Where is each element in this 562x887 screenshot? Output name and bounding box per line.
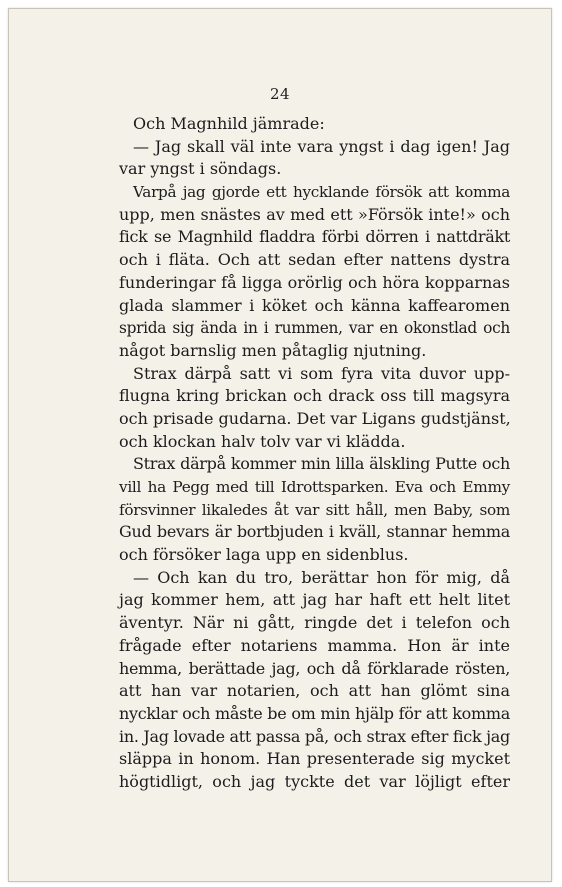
text-line: frågade efter notariens mamma. Hon är inte	[119, 635, 510, 655]
text-line: upp, men snästes av med ett »Försök inte!» och	[119, 204, 510, 224]
text-line: jag kommer hem, att jag har haft ett helt litet	[119, 590, 510, 610]
text-line: fick se Magnhild fladdra förbi dörren i nattdräkt	[119, 227, 510, 247]
text-line: och i fläta. Och att sedan efter nattens dystra	[119, 250, 510, 270]
text-line: Strax därpå satt vi som fyra vita duvor upp-	[133, 363, 510, 383]
text-line: in. Jag lovade att passa på, och strax efter fick jag	[119, 726, 510, 746]
text-line: Varpå jag gjorde ett hycklande försök att komma	[133, 183, 510, 202]
text-line: — Jag skall väl inte vara yngst i dag igen! Jag	[133, 136, 510, 156]
text-line: vill ha Pegg med till Idrottsparken. Eva och Emmy	[119, 478, 510, 496]
text-line: äventyr. När ni gått, ringde det i telefon och	[119, 613, 510, 633]
text-line: och prisade gudarna. Det var Ligans gudstjänst,	[119, 408, 511, 428]
text-line: funderingar få ligga orörlig och höra kopparnas	[119, 272, 510, 292]
book-page	[8, 8, 552, 882]
text-line: hemma, berättade jag, och då förklarade rösten,	[119, 658, 510, 678]
text-line: släppa in honom. Han presenterade sig mycket	[119, 749, 510, 769]
text-line: Och Magnhild jämrade:	[133, 114, 325, 133]
text-line: var yngst i söndags.	[119, 159, 282, 179]
text-line: sprida sig ända in i rummen, var en okonstlad och	[119, 319, 510, 338]
text-line: Strax därpå kommer min lilla älskling Putte och	[133, 454, 510, 474]
text-line: högtidligt, och jag tyckte det var löjligt efter	[119, 771, 510, 791]
page-number: 24	[269, 85, 291, 103]
text-line: något barnslig men påtaglig njutning.	[119, 340, 427, 360]
text-line: att han var notarien, och att han glömt sina	[119, 681, 510, 701]
text-line: Gud bevars är bortbjuden i kväll, stannar hemma	[119, 522, 510, 542]
text-line: och klockan halv tolv var vi klädda.	[119, 431, 406, 451]
text-line: — Och kan du tro, berättar hon för mig, då	[133, 567, 510, 587]
text-line: och försöker laga upp en sidenblus.	[119, 545, 409, 565]
text-line: nycklar och måste be om min hjälp för att komma	[119, 703, 510, 723]
text-line: flugna kring brickan och drack oss till magsyra	[119, 386, 510, 406]
text-line: glada slammer i köket och känna kaffearomen	[119, 295, 510, 315]
body-text	[119, 113, 510, 794]
text-line: försvinner likaledes åt var sitt håll, men Baby, som	[119, 500, 510, 519]
